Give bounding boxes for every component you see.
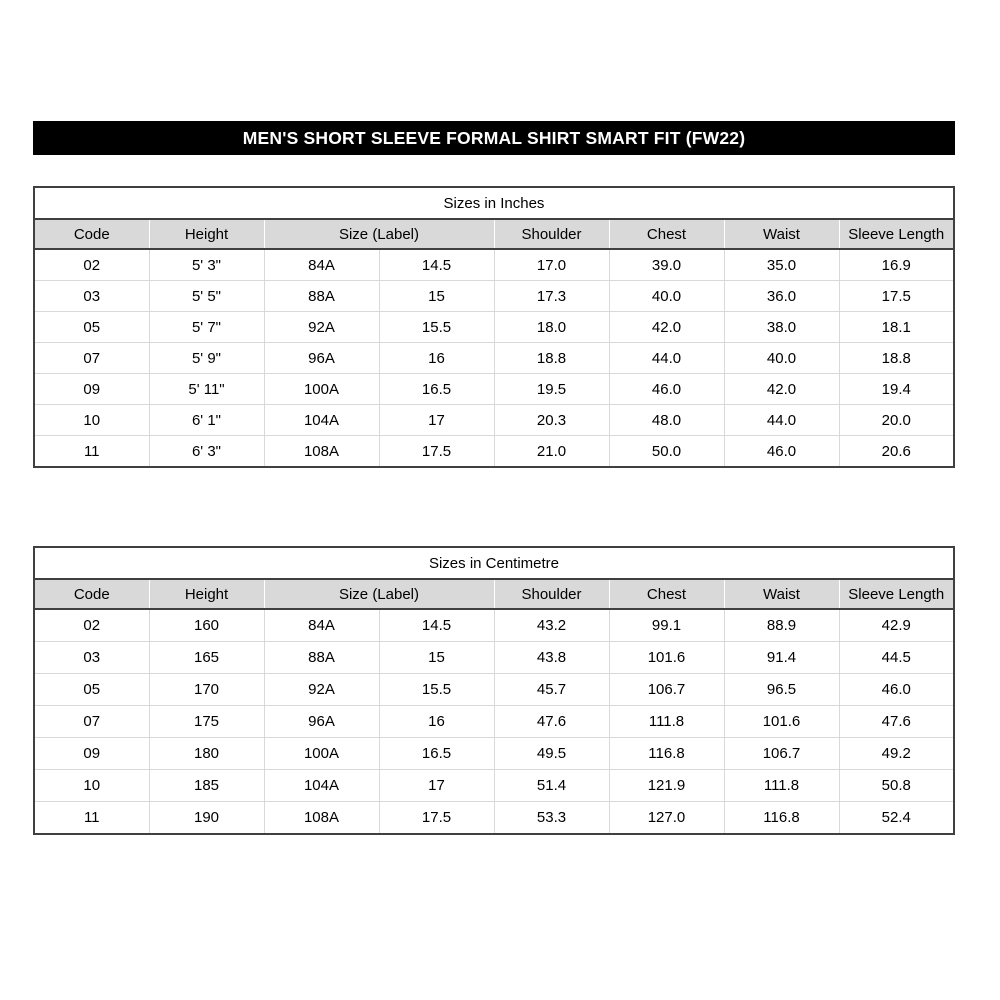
table-cell: 36.0 xyxy=(724,281,839,312)
table-cell: 47.6 xyxy=(839,706,954,738)
table-cell: 175 xyxy=(149,706,264,738)
table-row xyxy=(34,312,954,343)
table-cell: 51.4 xyxy=(494,770,609,802)
table-cell: 39.0 xyxy=(609,249,724,281)
table-row xyxy=(34,609,954,642)
table-cell: 50.8 xyxy=(839,770,954,802)
table-cell: 47.6 xyxy=(494,706,609,738)
table-caption-row xyxy=(34,187,954,219)
table-cell: 05 xyxy=(34,674,149,706)
table-cell: 88.9 xyxy=(724,609,839,642)
table-cell: 5' 11" xyxy=(149,374,264,405)
table-cell: 07 xyxy=(34,343,149,374)
column-header: Size (Label) xyxy=(264,579,494,609)
table-cell: 35.0 xyxy=(724,249,839,281)
table-cell: 17.5 xyxy=(839,281,954,312)
table-cell: 20.3 xyxy=(494,405,609,436)
table-cell: 17 xyxy=(379,405,494,436)
table-cell: 20.0 xyxy=(839,405,954,436)
table-cell: 42.0 xyxy=(724,374,839,405)
table-cell: 190 xyxy=(149,802,264,835)
table-cell: 42.9 xyxy=(839,609,954,642)
table-cell: 43.8 xyxy=(494,642,609,674)
table-cell: 42.0 xyxy=(609,312,724,343)
table-cell: 101.6 xyxy=(724,706,839,738)
table-cell: 116.8 xyxy=(609,738,724,770)
sizes-in-inches-table xyxy=(33,186,955,468)
table-cell: 15 xyxy=(379,281,494,312)
table-cell: 111.8 xyxy=(609,706,724,738)
column-header: Sleeve Length xyxy=(839,219,954,249)
table-header-row xyxy=(34,219,954,249)
table-cell: 19.5 xyxy=(494,374,609,405)
table-cell: 92A xyxy=(264,312,379,343)
table-row xyxy=(34,706,954,738)
table-cell: 100A xyxy=(264,374,379,405)
table-cell: 5' 7" xyxy=(149,312,264,343)
table-cell: 45.7 xyxy=(494,674,609,706)
table-cell: 07 xyxy=(34,706,149,738)
table-row xyxy=(34,674,954,706)
table-cell: 14.5 xyxy=(379,609,494,642)
table-row xyxy=(34,436,954,468)
table-cell: 43.2 xyxy=(494,609,609,642)
table-cell: 03 xyxy=(34,642,149,674)
sizes-in-centimetre-table xyxy=(33,546,955,835)
table-cell: 18.0 xyxy=(494,312,609,343)
table-row xyxy=(34,405,954,436)
table-cell: 6' 3" xyxy=(149,436,264,468)
column-header: Code xyxy=(34,219,149,249)
table-cell: 10 xyxy=(34,770,149,802)
column-header: Waist xyxy=(724,579,839,609)
column-header: Size (Label) xyxy=(264,219,494,249)
table-cell: 91.4 xyxy=(724,642,839,674)
table-cell: 116.8 xyxy=(724,802,839,835)
table-cell: 92A xyxy=(264,674,379,706)
table-cell: 44.0 xyxy=(724,405,839,436)
table-cell: 100A xyxy=(264,738,379,770)
table-cell: 185 xyxy=(149,770,264,802)
table-cell: 16 xyxy=(379,706,494,738)
table-cell: 48.0 xyxy=(609,405,724,436)
table-header-row xyxy=(34,579,954,609)
table-cell: 17.3 xyxy=(494,281,609,312)
column-header: Shoulder xyxy=(494,579,609,609)
table-cell: 49.2 xyxy=(839,738,954,770)
column-header: Code xyxy=(34,579,149,609)
column-header: Chest xyxy=(609,579,724,609)
table-cell: 15.5 xyxy=(379,312,494,343)
table-row xyxy=(34,249,954,281)
table-caption: Sizes in Inches xyxy=(34,187,954,219)
table-cell: 5' 5" xyxy=(149,281,264,312)
table-cell: 44.0 xyxy=(609,343,724,374)
table-cell: 165 xyxy=(149,642,264,674)
table-cell: 16.9 xyxy=(839,249,954,281)
table-cell: 09 xyxy=(34,738,149,770)
table-cell: 6' 1" xyxy=(149,405,264,436)
table-cell: 40.0 xyxy=(724,343,839,374)
table-cell: 96A xyxy=(264,343,379,374)
table-row xyxy=(34,770,954,802)
table-cell: 18.8 xyxy=(494,343,609,374)
table-cell: 15.5 xyxy=(379,674,494,706)
column-header: Height xyxy=(149,579,264,609)
table-cell: 16 xyxy=(379,343,494,374)
table-row xyxy=(34,374,954,405)
table-cell: 99.1 xyxy=(609,609,724,642)
table-cell: 46.0 xyxy=(839,674,954,706)
table-row xyxy=(34,642,954,674)
table-cell: 14.5 xyxy=(379,249,494,281)
table-cell: 19.4 xyxy=(839,374,954,405)
table-cell: 05 xyxy=(34,312,149,343)
table-row xyxy=(34,343,954,374)
table-cell: 02 xyxy=(34,249,149,281)
table-cell: 11 xyxy=(34,436,149,468)
table-cell: 96A xyxy=(264,706,379,738)
table-cell: 111.8 xyxy=(724,770,839,802)
table-cell: 10 xyxy=(34,405,149,436)
column-header: Sleeve Length xyxy=(839,579,954,609)
table-cell: 49.5 xyxy=(494,738,609,770)
table-cell: 17.5 xyxy=(379,802,494,835)
title-banner xyxy=(33,121,955,155)
table-cell: 46.0 xyxy=(724,436,839,468)
table-cell: 02 xyxy=(34,609,149,642)
table-cell: 101.6 xyxy=(609,642,724,674)
table-cell: 21.0 xyxy=(494,436,609,468)
table-cell: 09 xyxy=(34,374,149,405)
table-cell: 50.0 xyxy=(609,436,724,468)
table-cell: 106.7 xyxy=(724,738,839,770)
page-title: MEN'S SHORT SLEEVE FORMAL SHIRT SMART FIT (FW22) xyxy=(242,127,746,148)
table-cell: 17 xyxy=(379,770,494,802)
table-cell: 104A xyxy=(264,405,379,436)
table-cell: 170 xyxy=(149,674,264,706)
table-cell: 180 xyxy=(149,738,264,770)
table-row xyxy=(34,738,954,770)
table-cell: 96.5 xyxy=(724,674,839,706)
table-cell: 40.0 xyxy=(609,281,724,312)
table-cell: 16.5 xyxy=(379,738,494,770)
table-cell: 11 xyxy=(34,802,149,835)
table-cell: 104A xyxy=(264,770,379,802)
table-cell: 88A xyxy=(264,642,379,674)
table-row xyxy=(34,802,954,835)
table-cell: 121.9 xyxy=(609,770,724,802)
table-cell: 18.1 xyxy=(839,312,954,343)
table-cell: 16.5 xyxy=(379,374,494,405)
table-cell: 84A xyxy=(264,249,379,281)
table-caption: Sizes in Centimetre xyxy=(34,547,954,579)
table-cell: 15 xyxy=(379,642,494,674)
table-cell: 18.8 xyxy=(839,343,954,374)
table-cell: 127.0 xyxy=(609,802,724,835)
table-cell: 84A xyxy=(264,609,379,642)
table-cell: 17.0 xyxy=(494,249,609,281)
table-cell: 44.5 xyxy=(839,642,954,674)
table-cell: 108A xyxy=(264,802,379,835)
table-cell: 53.3 xyxy=(494,802,609,835)
table-cell: 5' 9" xyxy=(149,343,264,374)
table-row xyxy=(34,281,954,312)
column-header: Shoulder xyxy=(494,219,609,249)
column-header: Chest xyxy=(609,219,724,249)
table-cell: 03 xyxy=(34,281,149,312)
table-cell: 17.5 xyxy=(379,436,494,468)
column-header: Waist xyxy=(724,219,839,249)
table-cell: 160 xyxy=(149,609,264,642)
table-cell: 52.4 xyxy=(839,802,954,835)
table-cell: 88A xyxy=(264,281,379,312)
table-cell: 108A xyxy=(264,436,379,468)
table-cell: 38.0 xyxy=(724,312,839,343)
column-header: Height xyxy=(149,219,264,249)
table-cell: 5' 3" xyxy=(149,249,264,281)
table-caption-row xyxy=(34,547,954,579)
table-cell: 106.7 xyxy=(609,674,724,706)
table-cell: 46.0 xyxy=(609,374,724,405)
table-cell: 20.6 xyxy=(839,436,954,468)
